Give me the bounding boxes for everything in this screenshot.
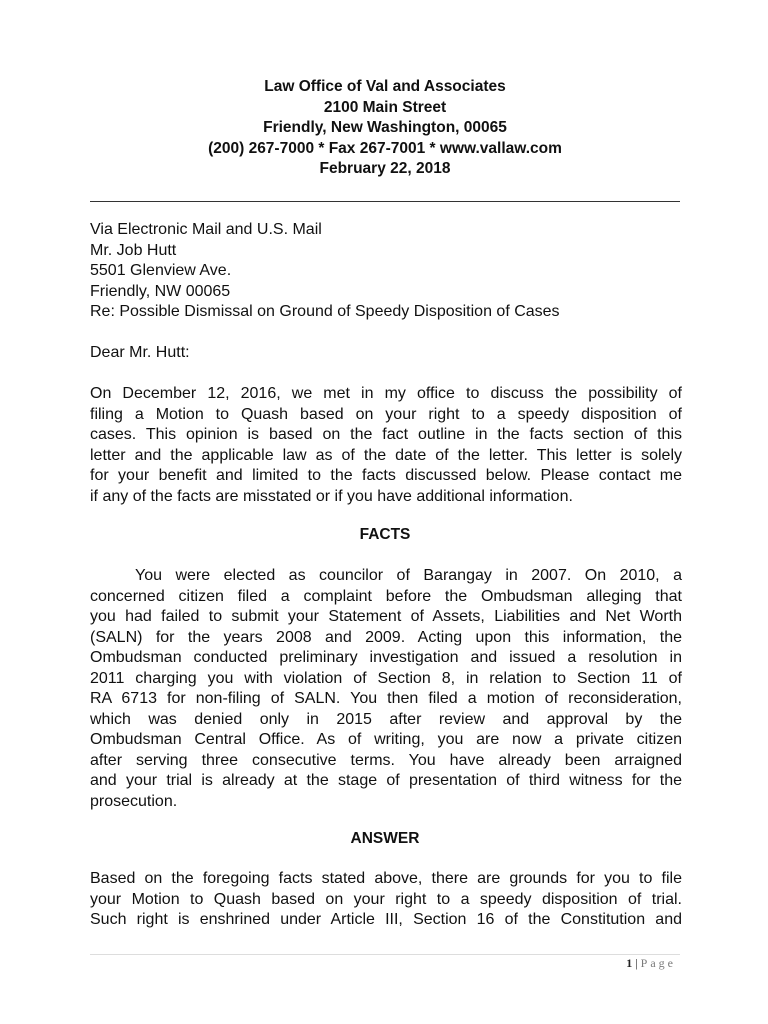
footer-divider <box>90 954 680 955</box>
paragraph-line: letter and the applicable law as of the date of the letter. This letter is solely <box>90 446 682 464</box>
firm-contact: (200) 267-7000 * Fax 267-7001 * www.vallaw.com <box>208 139 562 157</box>
facts-paragraph <box>90 566 682 812</box>
paragraph-line: Based on the foregoing facts stated above, there are grounds for you to file <box>90 870 682 887</box>
recipient-street: 5501 Glenview Ave. <box>90 262 232 279</box>
paragraph-line: On December 12, 2016, we met in my office to discuss the possibility of <box>90 385 682 402</box>
letter-date: February 22, 2018 <box>319 160 451 177</box>
paragraph-line: RA 6713 for non-filing of SALN. You then filed a motion of reconsideration, <box>90 690 682 707</box>
intro-paragraph <box>90 384 682 507</box>
paragraph-line: 2011 charging you with violation of Section 8, in relation to Section 11 of <box>90 669 682 687</box>
paragraph-line: (SALN) for the years 2008 and 2009. Acting upon this information, the <box>90 628 682 646</box>
paragraph-line: which was denied only in 2015 after review and approval by the <box>90 710 682 728</box>
firm-name: Law Office of Val and Associates <box>264 78 506 95</box>
salutation: Dear Mr. Hutt: <box>90 344 190 361</box>
header-divider <box>90 201 680 202</box>
paragraph-line: Such right is enshrined under Article III, Section 16 of the Constitution and <box>90 911 682 928</box>
firm-city: Friendly, New Washington, 00065 <box>263 119 507 136</box>
paragraph-line: and your trial is already at the stage of presentation of third witness for the <box>90 772 682 789</box>
salutation-block <box>90 343 680 364</box>
paragraph-line: concerned citizen filed a complaint before the Ombudsman alleging that <box>90 587 682 605</box>
paragraph-line: Ombudsman conducted preliminary investigation and issued a resolution in <box>90 649 682 666</box>
paragraph-line: You were elected as councilor of Barangay in 2007. On 2010, a <box>135 567 682 584</box>
footer-separator: | <box>635 956 638 970</box>
paragraph-line: if any of the facts are misstated or if you have additional information. <box>90 487 573 505</box>
recipient-city: Friendly, NW 00065 <box>90 282 231 300</box>
firm-street: 2100 Main Street <box>323 98 447 116</box>
answer-paragraph <box>90 869 682 931</box>
paragraph-line: you had failed to submit your Statement of Assets, Liabilities and Net Worth <box>90 608 682 625</box>
facts-heading: FACTS <box>359 526 411 543</box>
delivery-method: Via Electronic Mail and U.S. Mail <box>90 221 322 238</box>
recipient-block <box>90 220 680 323</box>
paragraph-line: Ombudsman Central Office. As of writing, you are now a private citizen <box>90 731 682 748</box>
subject-line: Re: Possible Dismissal on Ground of Speedy Disposition of Cases <box>90 303 560 320</box>
page-number: 1 <box>626 956 633 970</box>
recipient-name: Mr. Job Hutt <box>90 241 177 259</box>
paragraph-line: your Motion to Quash based on your right to a speedy disposition of trial. <box>90 890 682 908</box>
paragraph-line: for your benefit and limited to the facts discussed below. Please contact me <box>90 467 682 484</box>
paragraph-line: filing a Motion to Quash based on your right to a speedy disposition of <box>90 405 682 423</box>
paragraph-line: cases. This opinion is based on the fact outline in the facts section of this <box>90 426 682 443</box>
page-label: Page <box>640 956 676 970</box>
paragraph-line: prosecution. <box>90 792 178 810</box>
letterhead <box>90 77 680 180</box>
answer-heading: ANSWER <box>350 830 420 847</box>
paragraph-line: after serving three consecutive terms. You have already been arraigned <box>90 751 682 769</box>
page-footer <box>626 956 676 971</box>
